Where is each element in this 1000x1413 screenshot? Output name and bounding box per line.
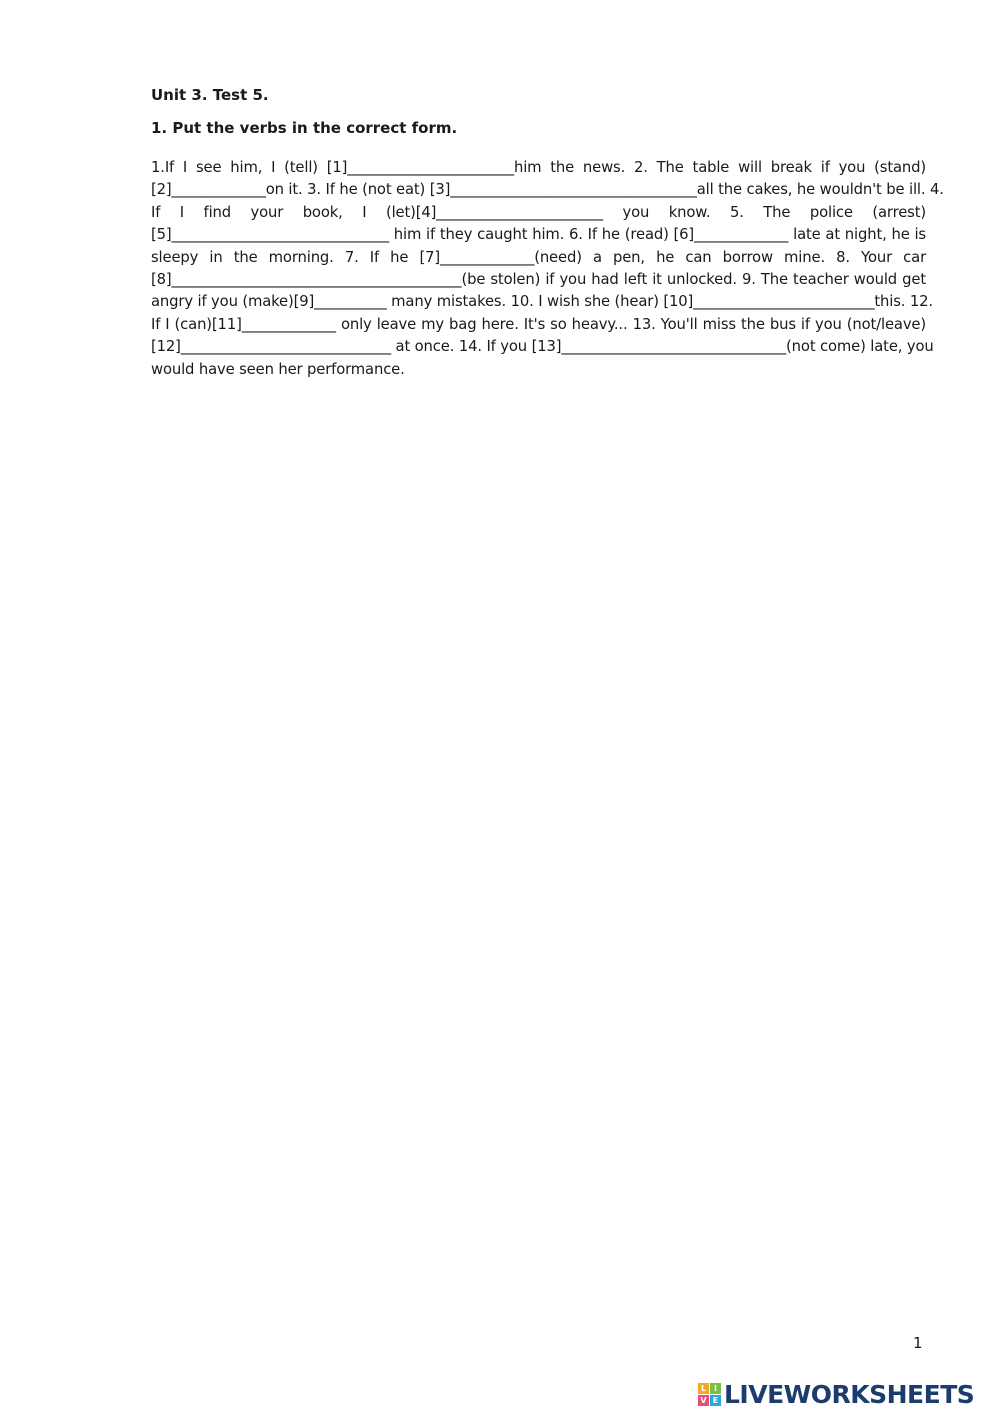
paragraph-line: [8]________________________________________(be stolen) if you had left it unlocked. 9. The teacher would get bbox=[151, 270, 926, 288]
logo-text: LIVEWORKSHEETS bbox=[724, 1379, 975, 1409]
paragraph-line: angry if you (make)[9]__________ many mistakes. 10. I wish she (hear) [10]_________________________this. 12. bbox=[151, 293, 933, 311]
paragraph-line: [12]_____________________________ at once. 14. If you [13]_______________________________(not come) late, you bbox=[151, 338, 934, 356]
paragraph-line: If I (can)[11]_____________ only leave my bag here. It's so heavy... 13. You'll miss the bus if you (not/leave) bbox=[151, 315, 926, 333]
paragraph-line: would have seen her performance. bbox=[151, 360, 405, 378]
paragraph-line: [2]_____________on it. 3. If he (not eat) [3]__________________________________all the cakes, he wouldn't be ill. 4. bbox=[151, 181, 944, 199]
document-title: Unit 3. Test 5. bbox=[151, 86, 269, 104]
logo-block: V bbox=[698, 1395, 709, 1406]
liveworksheets-logo[interactable] bbox=[698, 1379, 974, 1409]
paragraph-line: sleepy in the morning. 7. If he [7]_____________(need) a pen, he can borrow mine. 8. Your car bbox=[151, 248, 926, 266]
logo-mark-icon bbox=[698, 1383, 721, 1406]
task-paragraph bbox=[151, 157, 944, 381]
logo-block: I bbox=[710, 1383, 721, 1394]
task-heading: 1. Put the verbs in the correct form. bbox=[151, 119, 458, 137]
page-number: 1 bbox=[913, 1334, 923, 1352]
paragraph-line: [5]______________________________ him if they caught him. 6. If he (read) [6]_____________ late at night, he is bbox=[151, 226, 926, 244]
logo-block: L bbox=[698, 1383, 709, 1394]
paragraph-line: If I find your book, I (let)[4]_______________________ you know. 5. The police (arrest) bbox=[151, 203, 926, 221]
logo-block: E bbox=[710, 1395, 721, 1406]
paragraph-line: 1.If I see him, I (tell) [1]_______________________him the news. 2. The table will break if you (stand) bbox=[151, 159, 926, 176]
